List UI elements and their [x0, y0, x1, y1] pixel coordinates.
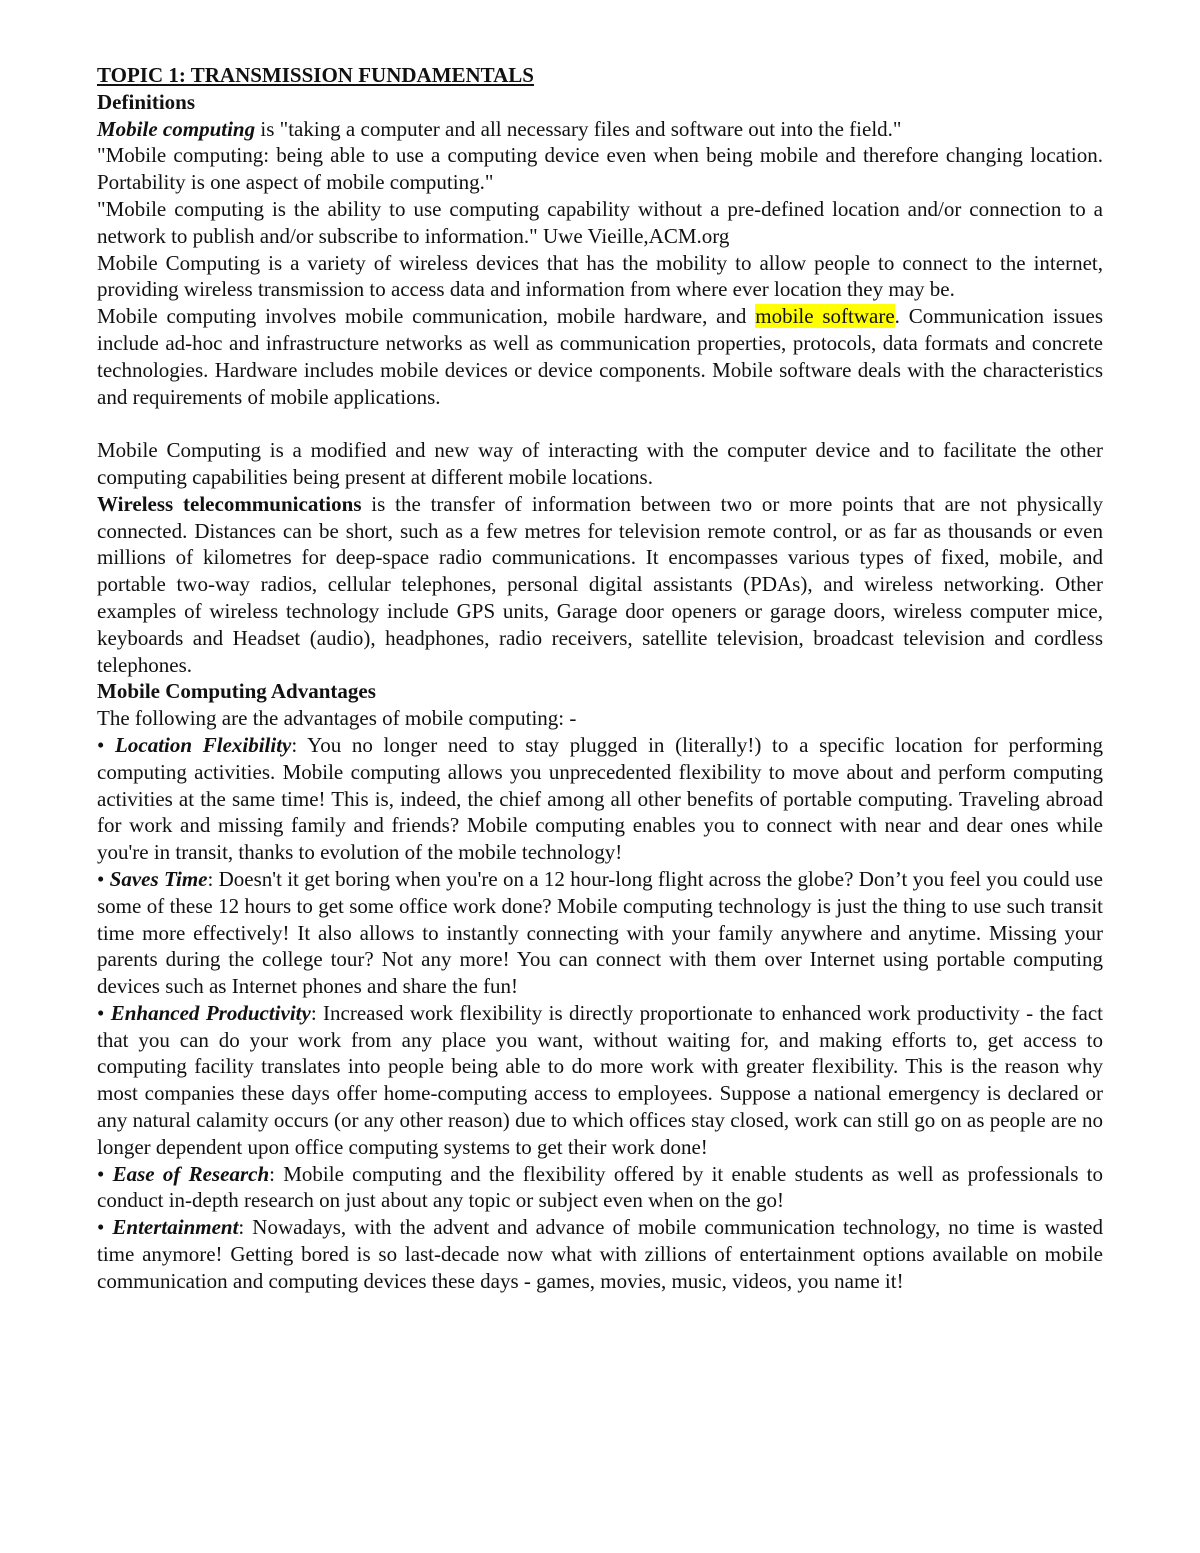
wireless-term: Wireless telecommunications: [97, 491, 362, 516]
advantage-text: : Mobile computing and the flexibility offered by it enable students as well as professionals to conduct in-depth research on just about any topic or subject even when on the go!: [97, 1161, 1103, 1213]
advantage-term: Location Flexibility: [115, 732, 292, 757]
wireless-text: is the transfer of information between two or more points that are not physically connected. Distances can be short, such as a few metres for television remote control, or as far as thousands or even millions of kilometres for deep-space radio communications. It encompasses various types of fixed, mobile, and portable two-way radios, cellular telephones, personal digital assistants (PDAs), and wireless networking. Other examples of wireless technology include GPS units, Garage door openers or garage doors, wireless computer mice, keyboards and Headset (audio), headphones, radio receivers, satellite television, broadcast television and cordless telephones.: [97, 491, 1103, 677]
advantages-intro: The following are the advantages of mobile computing: -: [97, 706, 577, 731]
advantage-text: : Doesn't it get boring when you're on a 12 hour-long flight across the globe? Don’t you feel you could use some of these 12 hours to get some office work done? Mobile computing technology is just the thing to use such transit time more effectively! It also allows to instantly connecting with your family anywhere and anytime. Missing your parents during the college tour? Not any more! You can connect with them over Internet using portable computing devices such as Internet phones and share the fun!: [97, 866, 1103, 999]
definition-5-after: . Communication issues include ad-hoc and infrastructure networks as well as communication properties, protocols, data formats and concrete technologies. Hardware includes mobile devices or device components. Mobile software deals with the characteristics and requirements of mobile applications.: [97, 304, 1103, 409]
advantages-heading: Mobile Computing Advantages: [97, 679, 376, 704]
advantage-location-flexibility: [97, 732, 1103, 866]
advantage-term: Saves Time: [109, 866, 208, 891]
bullet: •: [97, 866, 110, 891]
bullet: •: [97, 1161, 113, 1186]
definition-1-text: is "taking a computer and all necessary files and software out into the field.": [255, 116, 902, 141]
document-title: TOPIC 1: TRANSMISSION FUNDAMENTALS: [97, 63, 534, 87]
advantage-text: : You no longer need to stay plugged in (literally!) to a specific location for performing computing activities. Mobile computing allows you unprecedented flexibility to move about and perform computing activities at the same time! This is, indeed, the chief among all other benefits of portable computing. Traveling abroad for work and missing family and friends? Mobile computing enables you to connect with near and dear ones while you're in transit, thanks to evolution of the mobile technology!: [97, 732, 1104, 865]
advantage-text: : Increased work flexibility is directly proportionate to enhanced work productivity - the fact that you can do your work from any place you want, without waiting for, and making efforts to, get access to computing facility translates into people being able to do more work with greater flexibility. This is the reason why most companies these days offer home-computing access to employees. Suppose a national emergency is declared or any natural calamity occurs (or any other reason) due to which offices stay closed, work can still go on as people are no longer dependent upon office computing systems to get their work done!: [97, 1000, 1103, 1159]
advantage-ease-of-research: [97, 1161, 1103, 1215]
advantage-term: Enhanced Productivity: [110, 1000, 311, 1025]
definition-2: "Mobile computing: being able to use a computing device even when being mobile and therefore changing location. Portability is one aspect of mobile computing.": [97, 143, 1103, 195]
advantage-entertainment: [97, 1214, 1103, 1294]
blank-line: [97, 410, 1103, 437]
advantage-text: : Nowadays, with the advent and advance of mobile communication technology, no time is wasted time anymore! Getting bored is so last-decade now what with zillions of entertainment options available on mobile communication and computing devices these days - games, movies, music, videos, you name it!: [97, 1215, 1103, 1293]
advantage-enhanced-productivity: [97, 1000, 1103, 1161]
bullet: •: [97, 1000, 111, 1025]
definition-5-before: Mobile computing involves mobile communication, mobile hardware, and: [97, 304, 756, 329]
wireless-paragraph: [97, 491, 1103, 679]
bullet: •: [97, 1215, 113, 1240]
definitions-heading: Definitions: [97, 89, 196, 114]
definition-1: [97, 116, 1103, 143]
definition-5: [97, 303, 1103, 410]
definition-4: Mobile Computing is a variety of wireless devices that has the mobility to allow people to connect to the internet, providing wireless transmission to access data and information from where ever location they may be.: [97, 250, 1103, 302]
definition-3: "Mobile computing is the ability to use computing capability without a pre-defined location and/or connection to a network to publish and/or subscribe to information." Uwe Vieille,ACM.org: [97, 196, 1103, 248]
advantage-term: Ease of Research: [112, 1161, 270, 1186]
bullet: •: [97, 732, 116, 757]
highlighted-text: mobile software: [755, 304, 895, 329]
advantage-saves-time: [97, 866, 1103, 1000]
document-page: [97, 62, 1103, 1295]
definition-6: Mobile Computing is a modified and new way of interacting with the computer device and to facilitate the other computing capabilities being present at different mobile locations.: [97, 438, 1103, 489]
definition-1-term: Mobile computing: [97, 116, 256, 141]
advantage-term: Entertainment: [112, 1215, 239, 1240]
